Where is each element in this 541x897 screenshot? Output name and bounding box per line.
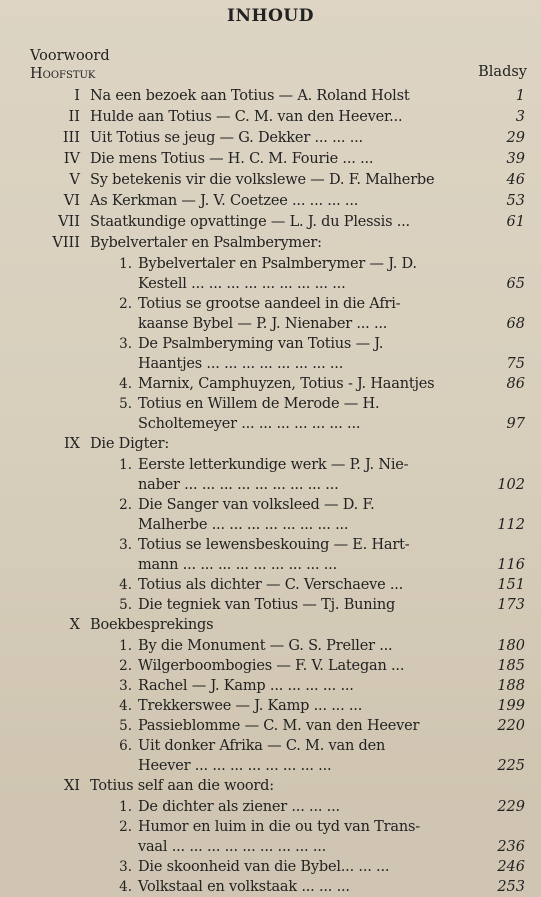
page-number: 229: [497, 799, 525, 815]
page-number: 46: [506, 172, 525, 188]
chapter-roman-numeral: I: [74, 88, 80, 104]
entry-title: Totius en Willem de Merode — H.: [138, 396, 380, 412]
toc-continuation-row: [0, 515, 541, 535]
toc-entry-row: [0, 817, 541, 837]
chapter-roman-numeral: V: [69, 172, 80, 188]
entry-number: 3.: [119, 336, 132, 352]
entry-number: 3.: [119, 678, 132, 694]
entry-title: kaanse Bybel — P. J. Nienaber ... ...: [138, 316, 388, 332]
entry-title: Eerste letterkundige werk — P. J. Nie-: [138, 457, 409, 473]
toc-entry-row: [0, 535, 541, 555]
entry-title: Totius als dichter — C. Verschaeve ...: [138, 577, 404, 593]
toc-chapter-row: [0, 107, 541, 128]
entry-number: 6.: [119, 738, 132, 754]
entry-title: Kestell ... ... ... ... ... ... ... ... ...: [138, 276, 346, 292]
entry-number: 5.: [119, 396, 132, 412]
entry-number: 2.: [119, 497, 132, 513]
hoofstuk-label: Hoofstuk: [30, 66, 96, 82]
entry-title: Die tegniek van Totius — Tj. Buning: [138, 597, 396, 613]
entry-title: Trekkerswee — J. Kamp ... ... ...: [138, 698, 363, 714]
entry-number: 1.: [119, 457, 132, 473]
entry-title: Marnix, Camphuyzen, Totius - J. Haantjes: [138, 376, 435, 392]
entry-title: Uit donker Afrika — C. M. van den: [138, 738, 386, 754]
entry-number: 4.: [119, 879, 132, 895]
entry-title: Passieblomme — C. M. van den Heever: [138, 718, 420, 734]
entry-number: 3.: [119, 537, 132, 553]
chapter-roman-numeral: III: [62, 130, 80, 146]
entry-number: 2.: [119, 296, 132, 312]
toc-entry-row: [0, 797, 541, 817]
bladsy-label: Bladsy: [478, 64, 527, 80]
entry-number: 4.: [119, 577, 132, 593]
entry-title: vaal ... ... ... ... ... ... ... ... ...: [138, 839, 327, 855]
page-number: 68: [506, 316, 525, 332]
page-number: 185: [497, 658, 525, 674]
entry-title: By die Monument — G. S. Preller ...: [138, 638, 393, 654]
toc-entry-row: [0, 294, 541, 314]
page-number: 53: [506, 193, 525, 209]
entry-title: Humor en luim in die ou tyd van Trans-: [138, 819, 420, 835]
toc-continuation-row: [0, 274, 541, 294]
page-number: 65: [506, 276, 525, 292]
page-number: 112: [497, 517, 525, 533]
entry-title: Die skoonheid van die Bybel... ... ...: [138, 859, 390, 875]
toc-entry-row: [0, 495, 541, 515]
toc-continuation-row: [0, 475, 541, 495]
entry-title: Rachel — J. Kamp ... ... ... ... ...: [138, 678, 354, 694]
toc-continuation-row: [0, 414, 541, 434]
entry-title: Totius se grootse aandeel in die Afri-: [138, 296, 401, 312]
entry-title: Boekbesprekings: [90, 617, 214, 633]
entry-number: 3.: [119, 859, 132, 875]
entry-number: 2.: [119, 819, 132, 835]
toc-entry-row: [0, 334, 541, 354]
entry-title: Die Digter:: [90, 436, 170, 452]
toc-chapter-row: [0, 233, 541, 254]
entry-title: Hulde aan Totius — C. M. van den Heever...: [90, 109, 403, 125]
toc-entry-row: [0, 455, 541, 475]
page-number: 39: [506, 151, 525, 167]
entry-number: 2.: [119, 658, 132, 674]
chapter-roman-numeral: XI: [63, 778, 80, 794]
page-number: 29: [506, 130, 525, 146]
page-number: 1: [515, 88, 525, 104]
voorwoord-label: Voorwoord: [30, 48, 110, 64]
toc-entry-row: [0, 696, 541, 716]
page-number: 253: [497, 879, 525, 895]
chapter-roman-numeral: IV: [63, 151, 80, 167]
entry-title: Uit Totius se jeug — G. Dekker ... ... ...: [90, 130, 363, 146]
toc-chapter-row: [0, 128, 541, 149]
entry-number: 1.: [119, 256, 132, 272]
page-number: 86: [506, 376, 525, 392]
page-number: 102: [497, 477, 525, 493]
toc-entry-row: [0, 716, 541, 736]
entry-title: Totius self aan die woord:: [90, 778, 274, 794]
toc-chapter-row: [0, 86, 541, 107]
page-number: 61: [506, 214, 525, 230]
entry-title: Die mens Totius — H. C. M. Fourie ... ...: [90, 151, 374, 167]
toc-chapter-row: [0, 191, 541, 212]
toc-entry-row: [0, 676, 541, 696]
page-number: 199: [497, 698, 525, 714]
toc-entry-row: [0, 857, 541, 877]
table-of-contents: [0, 86, 541, 897]
toc-continuation-row: [0, 555, 541, 575]
page-number: 151: [497, 577, 525, 593]
toc-entry-row: [0, 254, 541, 274]
page-number: 75: [506, 356, 525, 372]
page-number: 236: [497, 839, 525, 855]
entry-number: 4.: [119, 698, 132, 714]
entry-title: Heever ... ... ... ... ... ... ... ...: [138, 758, 332, 774]
page-number: 3: [515, 109, 525, 125]
entry-title: Haantjes ... ... ... ... ... ... ... ...: [138, 356, 344, 372]
entry-title: De dichter als ziener ... ... ...: [138, 799, 340, 815]
toc-continuation-row: [0, 354, 541, 374]
page-number: 116: [497, 557, 525, 573]
toc-continuation-row: [0, 756, 541, 776]
entry-number: 5.: [119, 597, 132, 613]
chapter-roman-numeral: VII: [58, 214, 80, 230]
toc-chapter-row: [0, 615, 541, 636]
chapter-roman-numeral: II: [68, 109, 80, 125]
toc-chapter-row: [0, 434, 541, 455]
entry-title: As Kerkman — J. V. Coetzee ... ... ... ...: [90, 193, 359, 209]
entry-title: Staatkundige opvattinge — L. J. du Plessis ...: [90, 214, 410, 230]
page-number: 246: [497, 859, 525, 875]
toc-entry-row: [0, 656, 541, 676]
entry-title: Die Sanger van volksleed — D. F.: [138, 497, 375, 513]
chapter-roman-numeral: VI: [63, 193, 80, 209]
toc-continuation-row: [0, 837, 541, 857]
page-number: 220: [497, 718, 525, 734]
toc-chapter-row: [0, 776, 541, 797]
toc-chapter-row: [0, 170, 541, 191]
entry-title: Volkstaal en volkstaak ... ... ...: [138, 879, 350, 895]
page-number: 225: [497, 758, 525, 774]
toc-chapter-row: [0, 212, 541, 233]
toc-entry-row: [0, 374, 541, 394]
entry-title: Wilgerboombogies — F. V. Lategan ...: [138, 658, 405, 674]
page-number: 97: [506, 416, 525, 432]
chapter-roman-numeral: IX: [63, 436, 80, 452]
entry-title: Bybelvertaler en Psalmberymer:: [90, 235, 322, 251]
entry-title: Sy betekenis vir die volkslewe — D. F. Malherbe: [90, 172, 435, 188]
page-number: 173: [497, 597, 525, 613]
page-number: 180: [497, 638, 525, 654]
entry-title: naber ... ... ... ... ... ... ... ... ...: [138, 477, 339, 493]
entry-title: De Psalmberyming van Totius — J.: [138, 336, 384, 352]
entry-title: Na een bezoek aan Totius — A. Roland Holst: [90, 88, 410, 104]
page-number: 188: [497, 678, 525, 694]
entry-number: 1.: [119, 799, 132, 815]
entry-number: 1.: [119, 638, 132, 654]
entry-title: mann ... ... ... ... ... ... ... ... ...: [138, 557, 338, 573]
toc-entry-row: [0, 394, 541, 414]
toc-entry-row: [0, 736, 541, 756]
toc-entry-row: [0, 595, 541, 615]
entry-title: Bybelvertaler en Psalmberymer — J. D.: [138, 256, 417, 272]
entry-number: 4.: [119, 376, 132, 392]
toc-entry-row: [0, 575, 541, 595]
entry-title: Malherbe ... ... ... ... ... ... ... ...: [138, 517, 349, 533]
chapter-roman-numeral: X: [69, 617, 80, 633]
entry-number: 5.: [119, 718, 132, 734]
toc-entry-row: [0, 636, 541, 656]
page-title: INHOUD: [227, 6, 314, 26]
entry-title: Scholtemeyer ... ... ... ... ... ... ...: [138, 416, 361, 432]
toc-chapter-row: [0, 149, 541, 170]
toc-entry-row: [0, 877, 541, 897]
toc-continuation-row: [0, 314, 541, 334]
entry-title: Totius se lewensbeskouing — E. Hart-: [138, 537, 410, 553]
chapter-roman-numeral: VIII: [52, 235, 80, 251]
